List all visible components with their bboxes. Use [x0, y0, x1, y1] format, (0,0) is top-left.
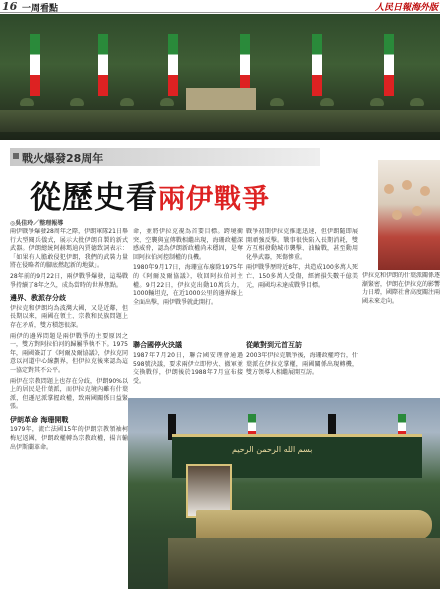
paragraph: 戰爭初期伊拉克推進迅速，但伊朗隨即展開頑強反擊。戰事很快陷入長期消耗，雙方互相發動城市襲擊、油輪戰，甚至動用化學武器，死傷慘重。: [246, 228, 358, 261]
article-column-3b: [246, 352, 358, 396]
headline-red: 兩伊戰爭: [158, 184, 270, 215]
kicker-bar: [10, 148, 320, 166]
officers-row: [0, 110, 440, 132]
subheading: 從敵對到元首互訪: [246, 341, 302, 349]
paragraph: 兩伊戰爭爆發28周年之際，伊朗軍隊21日舉行大型閱兵儀式，展示大批伊朗自製的新式武器。伊朗總統阿赫瑪迪內賈德致詞表示：「如果有人膽敢侵犯伊朗，我們的武裝力量將在侵略者的腳底燃起新的地獄」。: [10, 228, 128, 270]
paragraph: 1987年7月20日，聯合國安理會通過598號決議，要求兩伊立即停火、撤軍並交換戰俘，伊朗後於1988年7月宣布接受。: [133, 352, 243, 385]
paragraph: 命，並將伊拉克視為首要目標。跨境衝突、空襲與宣傳戰相繼出現，海珊政權深感威脅，認為伊朗新政權尚未穩固，是奪回阿拉伯河控制權的良機。: [133, 228, 243, 261]
soldiers-photo: [378, 160, 440, 270]
paragraph: 2003年伊拉克戰爭後，海珊政權垮台，什葉派在伊拉克掌權，兩國關係出現轉機，雙方領導人相繼展開互訪。: [246, 352, 358, 377]
newspaper-logo: 人民日報海外版: [374, 3, 438, 13]
parade-photo: [0, 14, 440, 140]
kicker-text: 戰火爆發28周年: [22, 152, 104, 165]
article-column-4: [362, 272, 440, 334]
page-header: [0, 0, 440, 13]
page-number: 16: [2, 0, 18, 13]
paragraph: 1979年，流亡法國15年的伊朗宗教領袖柯梅尼返國，伊朗政權轉為宗教政權，揚言輸出伊斯蘭革命。: [10, 426, 128, 451]
iran-flag-icon: [240, 34, 250, 96]
banner-text: بسم الله الرحمن الرحيم: [232, 445, 313, 454]
article-column-2: [133, 228, 243, 334]
section-label: 一周看點: [22, 4, 59, 14]
iran-flag-icon: [98, 34, 108, 96]
paragraph: 兩伊戰爭歷時近8年，共造成100多萬人死亡、150多萬人受傷，經濟損失數千億美元，兩國均未達成戰爭目標。: [246, 264, 358, 289]
bullet-square-icon: [13, 153, 19, 159]
paragraph: 28年前的9月22日，兩伊戰爭爆發，這場戰爭持續了8年之久，成為當時的世界焦點。: [10, 272, 128, 289]
byline: ◎吳佳玲／整理報導: [10, 220, 64, 227]
article-column-1: [10, 228, 128, 586]
missile: [196, 510, 432, 540]
paragraph: 兩伊在宗教問題上也存在分歧，伊朗90%以上的居民是什葉派，而伊拉克境內雖有什葉派，但遜尼派掌握政權，致兩國關係日益緊張。: [10, 377, 128, 411]
paragraph: 伊拉克和伊朗均為波灣大國，又是近鄰，但長期以來，兩國在領土、宗教和民族問題上存在矛盾，雙方積怨很深。: [10, 304, 128, 329]
paragraph: 伊拉克和伊朗的什葉派關係逐漸緊密，伊朗在伊拉克的影響力日增，國際社會高度關注兩國未來走向。: [362, 272, 440, 305]
paragraph: 兩伊的邊界問題是兩伊戰爭的主要原因之一，雙方對阿拉伯河的歸屬爭執不下。1975年，兩國簽訂了《阿爾及爾協議》，伊拉克同意以河道中心線劃界，但伊拉克後來認為這一協定對其不公平。: [10, 332, 128, 374]
missile-parade-photo: [128, 398, 440, 589]
iran-flag-icon: [384, 34, 394, 96]
iran-flag-icon: [168, 34, 178, 96]
subheading: 聯合國停火決議: [133, 341, 182, 349]
iran-flag-icon: [30, 34, 40, 96]
paragraph: 1980年9月17日，海珊宣布廢除1975年的《阿爾及爾協議》，收回阿拉伯河主權。9月22日，伊拉克出動10萬兵力，1000輛坦克，在近1000公里的邊界線上全面出擊，兩伊戰爭就此開打。: [133, 264, 243, 306]
truck: [168, 538, 440, 589]
iran-flag-icon: [312, 34, 322, 96]
article-column-2b: [133, 352, 243, 396]
subheading: 伊朗革命 海珊開戰: [10, 415, 69, 424]
headline-black: 從歷史看: [30, 180, 158, 216]
headline: [30, 172, 270, 217]
article-column-3: [246, 228, 358, 334]
subheading: 邊界、教派存分歧: [10, 294, 66, 303]
